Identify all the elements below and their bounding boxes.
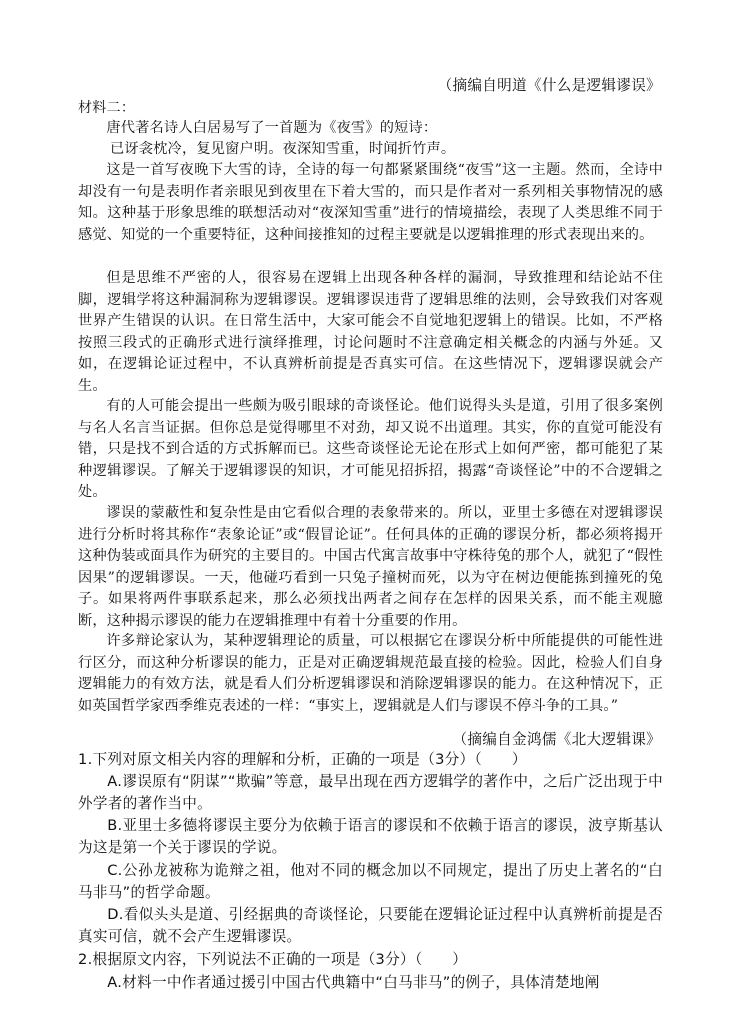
option-a: A.材料一中作者通过援引中国古代典籍中“白马非马”的例子，具体清楚地阐 bbox=[107, 974, 600, 991]
option-d: D.看似头头是道、引经据典的奇谈怪论，只要能在逻辑论证过程中认真辨析前提是否真实可信，就不会产生逻辑谬误。 bbox=[78, 906, 663, 946]
option-a: A.谬误原有“阴谋”“欺骗”等意，最早出现在西方逻辑学的著作中，之后广泛出现于中外学者的著作当中。 bbox=[78, 773, 663, 813]
paragraph: 许多辩论家认为，某种逻辑理论的质量，可以根据它在谬误分析中所能提供的可能性进行区分，而这种分析谬误的能力，正是对正确逻辑规范最直接的检验。因此，检验人们自身逻辑能力的有效方法，就是看人们分析逻辑谬误和消除逻辑谬误的能力。在这种情况下，正如英国哲学家西季维克表述的一样：“事实上，逻辑就是人们与谬误不停斗争的工具。” bbox=[78, 633, 663, 714]
source-citation-2: （摘编自金鸿儒《北大逻辑课》 bbox=[452, 731, 661, 748]
option-c: C.公孙龙被称为诡辩之祖，他对不同的概念加以不同规定，提出了历史上著名的“白马非马”的哲学命题。 bbox=[78, 862, 663, 902]
paragraph: 有的人可能会提出一些颇为吸引眼球的奇谈怪论。他们说得头头是道，引用了很多案例与名人名言当证据。但你总是觉得哪里不对劲，却又说不出道理。其实，你的直觉可能没有错，只是找不到合适的方式拆解而已。这些奇谈怪论无论在形式上如何严密，都可能犯了某种逻辑谬误。了解关于逻辑谬误的知识，才可能见招拆招，揭露“奇谈怪论”中的不合逻辑之处。 bbox=[78, 398, 663, 501]
paragraph: 但是思维不严密的人，很容易在逻辑上出现各种各样的漏洞，导致推理和结论站不住脚，逻辑学将这种漏洞称为逻辑谬误。逻辑谬误违背了逻辑思维的法则，会导致我们对客观世界产生错误的认识。在日常生活中，大家可能会不自觉地犯逻辑上的错误。比如，不严格按照三段式的正确形式进行演绎推理，讨论问题时不注意确定相关概念的内涵与外延。又如，在逻辑论证过程中，不认真辨析前提是否真实可信。在这些情况下，逻辑谬误就会产生。 bbox=[78, 270, 663, 394]
paragraph: 这是一首写夜晚下大雪的诗，全诗的每一句都紧紧围绕“夜雪”这一主题。然而，全诗中却没有一句是表明作者亲眼见到夜里在下着大雪的，而只是作者对一系列相关事物情况的感知。这种基于形象思维的联想活动对“夜深知雪重”进行的情境描绘，表现了人类思维不同于感觉、知觉的一个重要特征，这种间接推知的过程主要就是以逻辑推理的形式表现出来的。 bbox=[78, 162, 663, 243]
material-2-label: 材料二： bbox=[78, 100, 136, 116]
poem-line: 已讶衾枕冷，复见窗户明。夜深知雪重，时闻折竹声。 bbox=[110, 141, 456, 157]
question-stem: 2.根据原文内容，下列说法不正确的一项是（3分）（ ） bbox=[78, 951, 468, 968]
paragraph: 谬误的蒙蔽性和复杂性是由它看似合理的表象带来的。所以，亚里士多德在对逻辑谬误进行分析时将其称作“表象论证”或“假冒论证”。任何具体的正确的谬误分析，都必须将揭开这种伪装或面具作为研究的主要目的。中国古代寓言故事中守株待兔的那个人，就犯了“假性因果”的逻辑谬误。一天，他碰巧看到一只兔子撞树而死，以为守在树边便能拣到撞死的兔子。如果将两件事联系起来，那么必须找出两者之间存在怎样的因果关系，而不能主观臆断，这种揭示谬误的能力在逻辑推理中有着十分重要的作用。 bbox=[78, 505, 663, 629]
option-b: B.亚里士多德将谬误主要分为依赖于语言的谬误和不依赖于语言的谬误，波亨斯基认为这是第一个关于谬误的学说。 bbox=[78, 817, 663, 857]
question-stem: 1.下列对原文相关内容的理解和分析，正确的一项是（3分）（ ） bbox=[78, 751, 527, 768]
paragraph: 唐代著名诗人白居易写了一首题为《夜雪》的短诗： bbox=[106, 120, 438, 136]
source-citation-1: （摘编自明道《什么是逻辑谬误》 bbox=[437, 77, 661, 94]
